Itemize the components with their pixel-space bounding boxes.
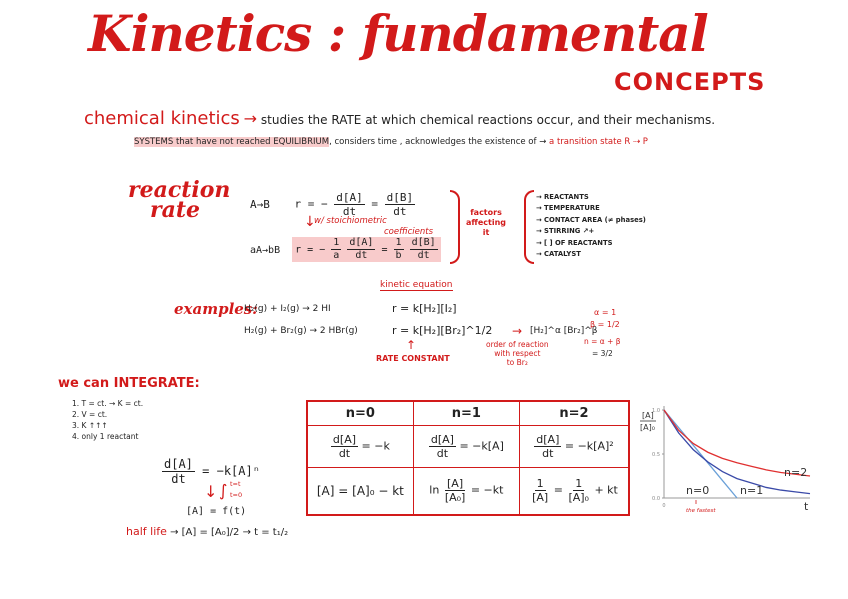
transition-state: a transition state: [549, 137, 622, 147]
factors-label-1: factors: [470, 208, 502, 217]
series-label: n=1: [740, 484, 764, 497]
order-note: [486, 340, 549, 367]
rate-eq2-r: r = −: [295, 244, 326, 256]
series-line-n-1: [664, 410, 810, 494]
condition-item: 3. K ↑↑↑: [72, 421, 108, 430]
cell-frac-den: [A]: [532, 491, 549, 505]
cell-frac-num: d[A]: [536, 432, 560, 446]
reaction-rate-label: [128, 177, 231, 223]
half-life-label: half life: [126, 525, 167, 538]
stoich-note-2: coefficients: [384, 227, 434, 237]
example-rate1: r = k[H₂][I₂]: [392, 302, 457, 315]
cell-rhs: + kt: [594, 483, 618, 497]
rate-eq2-coef1: [331, 238, 341, 261]
rate-eq1-r: r = −: [294, 197, 328, 211]
stoich-down-arrow: ↓: [304, 214, 316, 230]
rate-eq2-coef1-den: a: [333, 250, 340, 261]
y-tick-label: 0.5: [652, 452, 660, 458]
rate-eq1-frac2-den: dt: [393, 205, 407, 218]
order-note-3: to Br₂: [506, 358, 528, 367]
factors-list: [536, 192, 646, 260]
cell-frac: [429, 434, 456, 459]
example-rx1: H₂(g) + I₂(g) → 2 HI: [244, 304, 331, 314]
integrate-result: [A] = f(t): [186, 506, 247, 517]
factors-label-3: it: [482, 228, 490, 237]
definition-line2-rest: , considers time , acknowledges the existence of →: [329, 137, 547, 147]
fastest-annotation: the fastest: [686, 508, 716, 514]
rate-eq2-box: [292, 237, 441, 262]
integral-arrow: ↓: [204, 482, 218, 501]
rate-eq2-lhs: aA→bB: [250, 244, 281, 256]
rate-eq2-frac1-num: d[A]: [349, 237, 374, 248]
example-rate2: r = k[H₂][Br₂]^1/2: [392, 324, 493, 337]
cell-rhs: = −kt: [470, 483, 504, 497]
rate-eq1-frac1-num: d[A]: [336, 191, 363, 204]
y-tick-label: 1.0: [652, 408, 660, 414]
rate-eq2-coef2-den: b: [395, 250, 402, 261]
order-note-1: order of reaction: [486, 340, 549, 349]
cell-eq: =: [553, 483, 563, 497]
cell-text: [A] = [A]₀ − kt: [316, 483, 404, 498]
cell-rhs: = −k[A]: [459, 439, 504, 452]
integrate-heading: we can INTEGRATE:: [58, 376, 200, 391]
cell-frac-den: [A]₀: [568, 491, 589, 505]
factors-label: [466, 208, 506, 238]
example-rx2: H₂(g) + Br₂(g) → 2 HBr(g): [244, 326, 358, 336]
cell-frac-num: 1: [575, 477, 583, 491]
integral-sign: ∫: [219, 481, 228, 500]
rate-constant-label: RATE CONSTANT: [376, 354, 450, 363]
rate-eq-1: [250, 192, 415, 217]
cell-pre: ln: [429, 483, 440, 497]
rate-eq1-frac1-den: dt: [342, 205, 357, 218]
cell-frac-den: dt: [542, 446, 554, 460]
rate-eq2-coef2-num: 1: [395, 237, 402, 248]
rate-eq2-frac2-num: d[B]: [411, 237, 436, 248]
cell-frac-num: [A]: [447, 477, 464, 491]
factor-item: → [ ] OF REACTANTS: [536, 238, 613, 247]
transition-equation: R ⇢ P: [624, 137, 648, 147]
table-row: [307, 467, 629, 515]
definition-line: [84, 108, 715, 129]
systems-highlight: SYSTEMS that have not reached EQUILIBRIUM: [134, 137, 330, 147]
rate-eq2-frac1-den: dt: [355, 250, 368, 261]
table-cell: [520, 467, 630, 515]
rate-eq1-lhs: A→B: [250, 197, 270, 211]
diff-equation: [162, 458, 260, 485]
half-life-equation: → [A] = [A₀]/2 → t = t₁/₂: [170, 527, 289, 538]
rate-eq2-coef2: [394, 238, 404, 261]
cell-frac-den: [A₀]: [444, 491, 466, 505]
cell-frac-num: d[A]: [332, 432, 357, 446]
cell-frac: [566, 478, 591, 503]
order-sum: n = α + β: [584, 337, 621, 346]
cell-frac: [534, 434, 561, 459]
definition-term: chemical kinetics: [84, 108, 240, 129]
half-life: [126, 525, 288, 538]
rate-eq1-frac2: [385, 192, 416, 217]
diff-frac-num: d[A]: [164, 457, 193, 471]
rate-eq2-frac2: [410, 238, 438, 261]
rate-eq1-equals: =: [371, 197, 378, 211]
x-axis-label: t: [804, 500, 809, 513]
definition-line-2: [134, 137, 648, 147]
cell-frac-num: d[A]: [430, 432, 454, 446]
rate-eq2-equals: =: [381, 244, 388, 256]
cell-frac: [331, 434, 358, 459]
alpha-value: α = 1: [594, 308, 617, 317]
factor-item: → TEMPERATURE: [536, 204, 600, 213]
stoich-note-1: w/ stoichiometric: [314, 216, 387, 226]
integral-limit-bottom: t=0: [230, 491, 243, 499]
integral-limit-top: t=t: [230, 480, 241, 488]
diff-rhs: = −k[A]ⁿ: [202, 464, 260, 478]
beta-value: β = 1/2: [590, 320, 620, 329]
table-header: n=0: [307, 401, 413, 425]
page-title: Kinetics : fundamental: [88, 4, 708, 63]
cell-frac: [443, 478, 468, 503]
x-tick-label: 0: [662, 503, 666, 509]
table-header-row: [307, 401, 629, 425]
factors-label-2: affecting: [466, 218, 507, 227]
rate-eq1-frac1: [334, 192, 365, 217]
table-cell: [413, 425, 519, 467]
series-label: n=2: [784, 466, 808, 479]
cell-frac-den: dt: [338, 446, 351, 460]
order-note-2: with respect: [494, 349, 541, 358]
general-arrow: →: [512, 324, 523, 338]
rate-brace-right: [450, 190, 460, 264]
concentration-chart: [634, 400, 818, 520]
table-row: [307, 425, 629, 467]
y-axis-label-den: [A]₀: [640, 423, 655, 432]
condition-item: 4. only 1 reactant: [72, 432, 139, 441]
reaction-rate-label-1: reaction: [128, 177, 231, 203]
condition-item: 2. V = ct.: [72, 410, 108, 419]
rate-eq2-frac1: [347, 238, 375, 261]
table-header: n=1: [413, 401, 519, 425]
general-rate: [H₂]^α [Br₂]^β: [530, 326, 598, 336]
table-cell: [520, 425, 630, 467]
table-header: n=2: [520, 401, 630, 425]
cell-rhs: = −k: [361, 439, 390, 452]
factor-item: → REACTANTS: [536, 193, 589, 201]
rate-eq1-frac2-num: d[B]: [386, 191, 414, 204]
examples-label: examples:: [174, 300, 258, 318]
definition-arrow: →: [243, 109, 258, 128]
factor-item: → CATALYST: [536, 250, 581, 259]
order-sum-value: = 3/2: [592, 349, 613, 358]
factor-item: → STIRRING ↗+: [536, 227, 595, 236]
rate-eq2-coef1-num: 1: [333, 237, 340, 248]
stoich-note: [314, 216, 433, 238]
rate-eq-2: [250, 237, 441, 262]
cell-frac-num: 1: [536, 477, 544, 491]
kinetic-equation-label: kinetic equation: [380, 280, 453, 290]
reaction-rate-label-2: rate: [150, 197, 201, 223]
page-subtitle: CONCEPTS: [614, 68, 766, 96]
y-axis-label-num: [A]: [642, 411, 654, 420]
series-label: n=0: [686, 484, 710, 497]
cell-frac: [530, 478, 550, 503]
diff-frac-den: dt: [171, 472, 186, 486]
y-tick-label: 0.0: [652, 496, 660, 502]
table-cell: [307, 467, 413, 515]
definition-text: studies the RATE at which chemical reactions occur, and their mechanisms.: [260, 113, 716, 127]
diff-frac: [162, 458, 195, 485]
factor-item: → CONTACT AREA (≠ phases): [536, 215, 646, 224]
factors-brace-left: [524, 190, 534, 264]
integrate-conditions: [72, 398, 143, 442]
integrated-rate-table: [306, 400, 630, 516]
condition-item: 1. T = ct. → K = ct.: [72, 399, 144, 408]
cell-rhs: = −k[A]²: [564, 439, 614, 452]
table-cell: [307, 425, 413, 467]
rate-constant-arrow: ↑: [406, 338, 417, 352]
table-cell: [413, 467, 519, 515]
rate-eq2-frac2-den: dt: [417, 250, 430, 261]
cell-frac-den: dt: [436, 446, 449, 460]
